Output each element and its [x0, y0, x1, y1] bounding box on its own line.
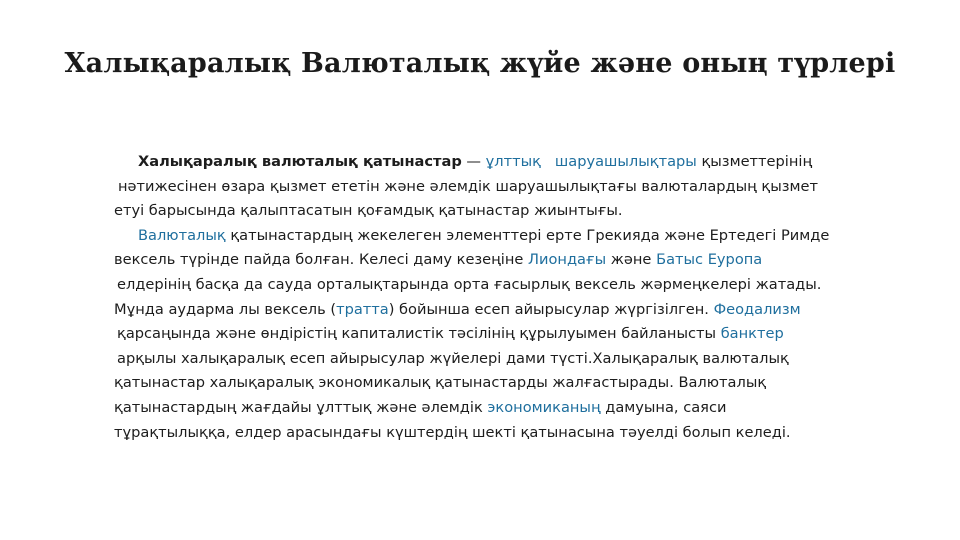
paragraph-2-line-9: тұрақтылыққа, елдер арасындағы күштердің шекті қатынасына тәуелді болып келеді. — [114, 423, 791, 441]
text-run: қатынастардың жағдайы ұлттық және әлемдік — [114, 398, 488, 416]
link-batys-europa[interactable]: Батыс Еуропа — [656, 251, 763, 269]
text-run: ) бойынша есеп айырысулар жүргізілген. — [388, 300, 714, 318]
link-feodalizm[interactable]: Феодализм — [713, 300, 801, 318]
paragraph-2-line-7: қатынастар халықаралық экономикалық қатынастарды жалғастырады. Валюталық — [114, 374, 767, 392]
text-run: дамуына, саяси — [600, 398, 727, 416]
link-liondagy[interactable]: Лиондағы — [528, 251, 607, 269]
body-text — [114, 150, 904, 445]
paragraph-2-line-3: елдерінің басқа да сауда орталықтарында орта ғасырлық вексель жәрмеңкелері жатады. — [117, 275, 822, 293]
paragraph-2-line-2 — [114, 248, 904, 273]
text-run: вексель түрінде пайда болған. Келесі даму кезеңіне — [114, 251, 529, 269]
defined-term: Халықаралық валюталық қатынастар — [138, 153, 462, 170]
spacer — [541, 153, 555, 170]
link-bankter[interactable]: банктер — [720, 325, 784, 343]
dash: — — [461, 153, 486, 170]
paragraph-2-line-6: арқылы халықаралық есеп айырысулар жүйелері дами түсті.Халықаралық валюталық — [117, 349, 789, 367]
text-run: Мұнда аударма лы вексель ( — [114, 300, 337, 318]
link-tratta[interactable]: тратта — [336, 300, 389, 318]
paragraph-2-line-1 — [114, 224, 904, 249]
paragraph-2-line-8 — [114, 396, 904, 421]
text-run: қызметтерінің — [696, 153, 813, 170]
link-ekonomikanyng[interactable]: экономиканың — [487, 398, 601, 416]
paragraph-1-line-1 — [114, 150, 904, 175]
paragraph-1-line-3: етуі барысында қалыптасатын қоғамдық қатынастар жиынтығы. — [114, 202, 623, 220]
paragraph-2-line-4 — [114, 298, 904, 323]
link-sharuashylyqtary[interactable]: шаруашылықтары — [554, 153, 697, 170]
paragraph-2-line-5 — [114, 322, 904, 347]
link-valiutalyq[interactable]: Валюталық — [138, 226, 226, 244]
paragraph-1-line-2: нәтижесінен өзара қызмет ететін және әлемдік шаруашылықтағы валюталардың қызмет — [118, 177, 819, 195]
text-run: қатынастардың жекелеген элементтері ерте Грекияда және Ертедегі Римде — [225, 226, 830, 244]
text-run: қарсаңында және өндірістің капиталистік тәсілінің құрылуымен байланысты — [117, 325, 721, 343]
link-ulttyq[interactable]: ұлттық — [485, 153, 541, 170]
text-run: және — [606, 251, 657, 269]
page-title: Халықаралық Валюталық жүйе және оның түрлері — [64, 48, 896, 79]
